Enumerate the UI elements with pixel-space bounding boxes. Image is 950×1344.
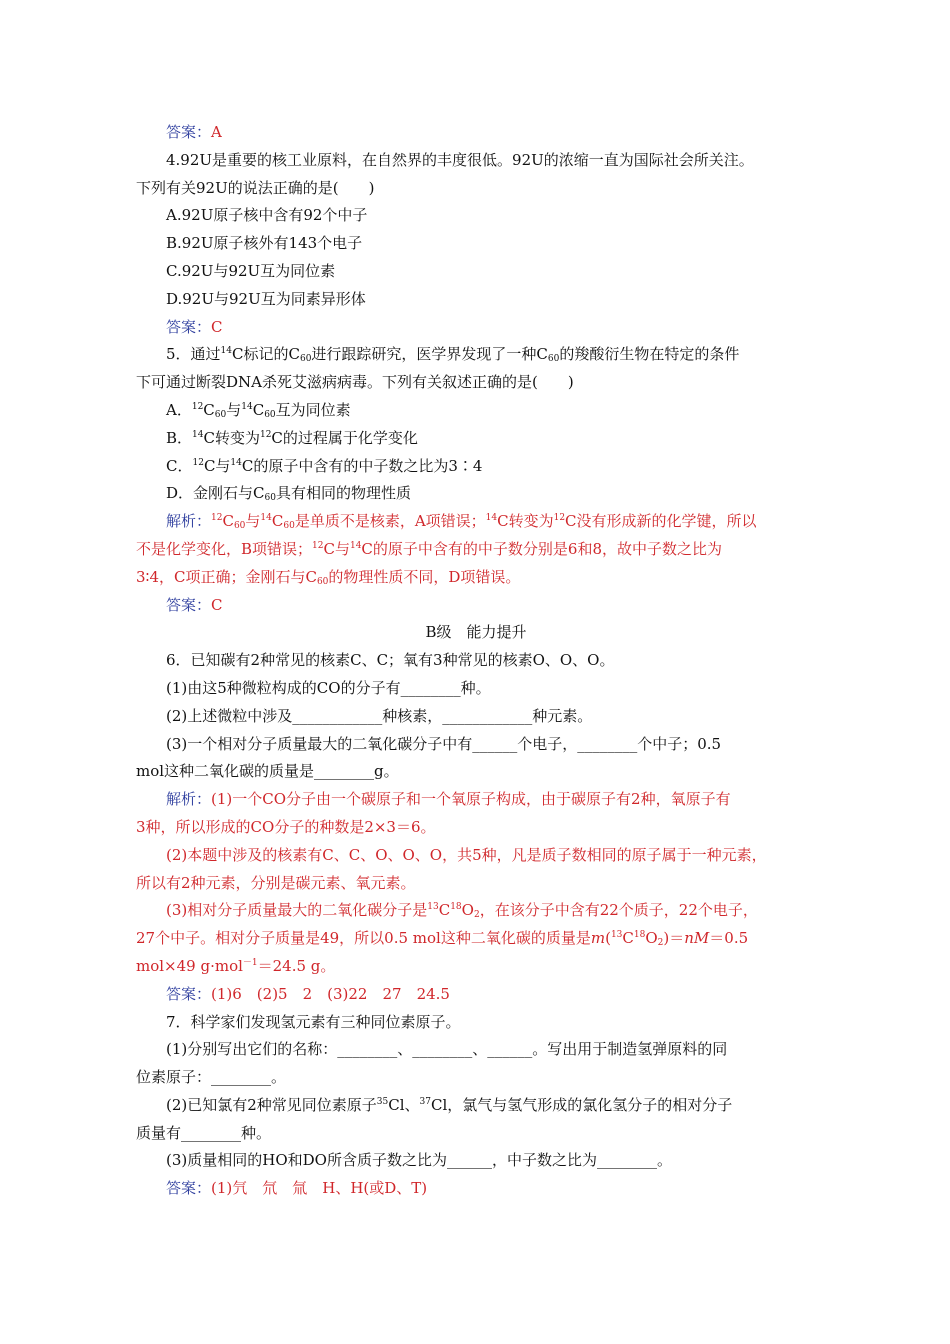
superscript: 14 xyxy=(192,429,204,440)
section-heading: B级 能力提升 xyxy=(425,623,527,642)
q6-part-3-line-2: mol这种二氧化碳的质量是________g。 xyxy=(136,762,399,781)
text: mol×49 g·mol xyxy=(136,956,243,975)
text: 不是化学变化，B项错误； xyxy=(136,539,313,558)
text: (2)已知氯有2种常见同位素原子 xyxy=(166,1095,377,1114)
q6-explanation-line-4: 所以有2种元素，分别是碳元素、氧元素。 xyxy=(136,873,416,892)
answer-value: (1)6 (2)5 2 (3)22 27 24.5 xyxy=(211,984,450,1003)
q6-answer xyxy=(136,981,816,1009)
explanation-label: 解析： xyxy=(166,790,212,809)
text: 是单质不是核素，A项错误； xyxy=(294,512,486,531)
superscript: 35 xyxy=(376,1096,389,1107)
q5-option-b xyxy=(136,425,816,453)
superscript: －1 xyxy=(242,957,258,968)
text: C转变为 xyxy=(203,428,260,447)
superscript: 37 xyxy=(419,1096,431,1107)
subscript: 2 xyxy=(657,938,664,949)
q6-explanation-line-6 xyxy=(136,925,816,953)
superscript: 12 xyxy=(192,457,204,468)
text: C． xyxy=(166,456,193,475)
q5-answer xyxy=(136,592,816,620)
text: 与 xyxy=(226,400,242,419)
text: C与 xyxy=(203,456,231,475)
superscript: 14 xyxy=(241,401,253,412)
text: C xyxy=(252,400,265,419)
subscript: 60 xyxy=(264,409,276,420)
superscript: 12 xyxy=(211,513,223,524)
subscript: 60 xyxy=(316,576,329,587)
text: B． xyxy=(166,428,193,447)
answer-label: 答案： xyxy=(166,595,212,614)
text: D．金刚石与C xyxy=(166,484,265,503)
explanation-label: 解析： xyxy=(166,512,212,531)
text: 互为同位素 xyxy=(275,400,351,419)
q4-option-c: C.92U与92U互为同位素 xyxy=(166,261,336,280)
document-page xyxy=(136,119,816,1203)
q7-part-1-line-2: 位素原子：________。 xyxy=(136,1068,287,1087)
text: (1)一个CO分子由一个碳原子和一个氧原子构成，由于碳原子有2种，氧原子有 xyxy=(211,790,731,809)
answer-value: (1)氕 氘 氚 H、H(或D、T) xyxy=(211,1179,428,1198)
math-italic: nM xyxy=(684,929,710,948)
q5-explanation-line-1 xyxy=(136,508,816,536)
q3-answer xyxy=(136,119,816,147)
superscript: 13 xyxy=(610,930,623,941)
text: C与 xyxy=(323,539,350,558)
text: 具有相同的物理性质 xyxy=(275,484,411,503)
answer-label: 答案： xyxy=(166,317,212,336)
text: 5．通过 xyxy=(166,345,221,364)
q7-stem: 7．科学家们发现氢元素有三种同位素原子。 xyxy=(166,1012,461,1031)
superscript: 13 xyxy=(427,902,439,913)
superscript: 14 xyxy=(349,540,362,551)
text: C没有形成新的化学键，所以 xyxy=(565,512,757,531)
q5-option-c xyxy=(136,453,816,481)
text: 的羧酸衍生物在特定的条件 xyxy=(559,345,740,364)
text: C xyxy=(271,512,284,531)
subscript: 60 xyxy=(264,493,276,504)
q5-option-d xyxy=(136,480,816,508)
q7-part-3: (3)质量相同的HO和DO所含质子数之比为______，中子数之比为________。 xyxy=(166,1151,672,1170)
text: )＝ xyxy=(663,929,685,948)
superscript: 12 xyxy=(312,540,324,551)
text: ，在该分子中含有22个质子，22个电子， xyxy=(479,901,758,920)
superscript: 14 xyxy=(260,513,272,524)
q7-part-1-line-1: (1)分别写出它们的名称：________、________、______。写出用于制造氢弹原料的同 xyxy=(166,1040,728,1059)
text: 进行跟踪研究，医学界发现了一种C xyxy=(311,345,548,364)
q6-stem: 6．已知碳有2种常见的核素C、C；氧有3种常见的核素O、O、O。 xyxy=(166,651,615,670)
superscript: 14 xyxy=(230,457,242,468)
text: C xyxy=(222,512,234,531)
superscript: 12 xyxy=(191,401,204,412)
q5-stem-line-2: 下可通过断裂DNA杀死艾滋病病毒。下列有关叙述正确的是( ) xyxy=(136,373,574,392)
q7-part-2-line-2: 质量有________种。 xyxy=(136,1123,272,1142)
text: C的过程属于化学变化 xyxy=(271,428,418,447)
subscript: 60 xyxy=(214,409,227,420)
q6-part-1: (1)由这5种微粒构成的CO的分子有________种。 xyxy=(166,678,491,697)
answer-label: 答案： xyxy=(166,123,212,141)
text: Cl，氯气与氢气形成的氯化氢分子的相对分子 xyxy=(430,1095,733,1114)
text: 的物理性质不同，D项错误。 xyxy=(328,567,521,586)
q6-part-2: (2)上述微粒中涉及____________种核素，____________种元素。 xyxy=(166,706,593,725)
answer-value: C xyxy=(211,595,223,614)
q5-option-a xyxy=(136,397,816,425)
q7-answer xyxy=(136,1175,816,1203)
subscript: 2 xyxy=(473,910,480,921)
text: C xyxy=(203,400,215,419)
q6-explanation-line-7 xyxy=(136,953,816,981)
text: C xyxy=(438,901,451,920)
text: A． xyxy=(166,400,192,419)
answer-value: C xyxy=(211,317,223,336)
answer-label: 答案： xyxy=(166,1179,212,1198)
answer-label: 答案： xyxy=(166,984,212,1003)
q4-option-a: A.92U原子核中含有92个中子 xyxy=(166,206,368,225)
text: Cl、 xyxy=(388,1095,420,1114)
text: 27个中子。相对分子质量是49，所以0.5 mol这种二氧化碳的质量是 xyxy=(136,929,591,948)
q4-stem-line-2: 下列有关92U的说法正确的是( ) xyxy=(136,178,375,197)
q6-explanation-line-1 xyxy=(136,786,816,814)
superscript: 14 xyxy=(220,346,232,357)
q6-explanation-line-3: (2)本题中涉及的核素有C、C、O、O、O，共5种，凡是质子数相同的原子属于一种元素， xyxy=(166,845,767,864)
subscript: 60 xyxy=(547,354,560,365)
superscript: 18 xyxy=(450,902,462,913)
text: C的原子中含有的中子数之比为3∶4 xyxy=(241,456,483,475)
text: 与 xyxy=(245,512,261,531)
q5-stem-line-1 xyxy=(136,341,816,369)
q5-explanation-line-2 xyxy=(136,536,816,564)
text: O xyxy=(461,901,474,920)
text: ＝0.5 xyxy=(709,929,749,948)
text: ( xyxy=(605,929,611,948)
text: 3∶4，C项正确；金刚石与C xyxy=(136,567,317,586)
subscript: 60 xyxy=(283,521,295,532)
superscript: 12 xyxy=(259,429,272,440)
superscript: 18 xyxy=(633,930,646,941)
q6-explanation-line-5 xyxy=(136,897,816,925)
subscript: 60 xyxy=(233,521,246,532)
subscript: 60 xyxy=(299,354,312,365)
superscript: 12 xyxy=(553,513,566,524)
text: (3)相对分子质量最大的二氧化碳分子是 xyxy=(166,901,428,920)
text: O xyxy=(645,929,658,948)
text: C标记的C xyxy=(232,345,300,364)
text: ＝24.5 g。 xyxy=(257,956,336,975)
q4-stem-line-1: 4.92U是重要的核工业原料，在自然界的丰度很低。92U的浓缩一直为国际社会所关注。 xyxy=(166,150,754,169)
q4-option-d: D.92U与92U互为同素异形体 xyxy=(166,289,366,308)
text: C的原子中含有的中子数分别是6和8，故中子数之比为 xyxy=(361,539,722,558)
q4-answer xyxy=(136,314,816,342)
math-italic: m xyxy=(590,929,606,948)
q6-explanation-line-2: 3种，所以形成的CO分子的种数是2×3＝6。 xyxy=(136,817,436,836)
superscript: 14 xyxy=(485,513,498,524)
q4-option-b: B.92U原子核外有143个电子 xyxy=(166,234,363,253)
q7-part-2-line-1 xyxy=(136,1092,816,1120)
q5-explanation-line-3 xyxy=(136,564,816,592)
q6-part-3-line-1: (3)一个相对分子质量最大的二氧化碳分子中有______个电子，________个中子；0.5 xyxy=(166,734,722,753)
text: C xyxy=(622,929,634,948)
text: C转变为 xyxy=(497,512,554,531)
answer-value: A xyxy=(211,123,222,141)
